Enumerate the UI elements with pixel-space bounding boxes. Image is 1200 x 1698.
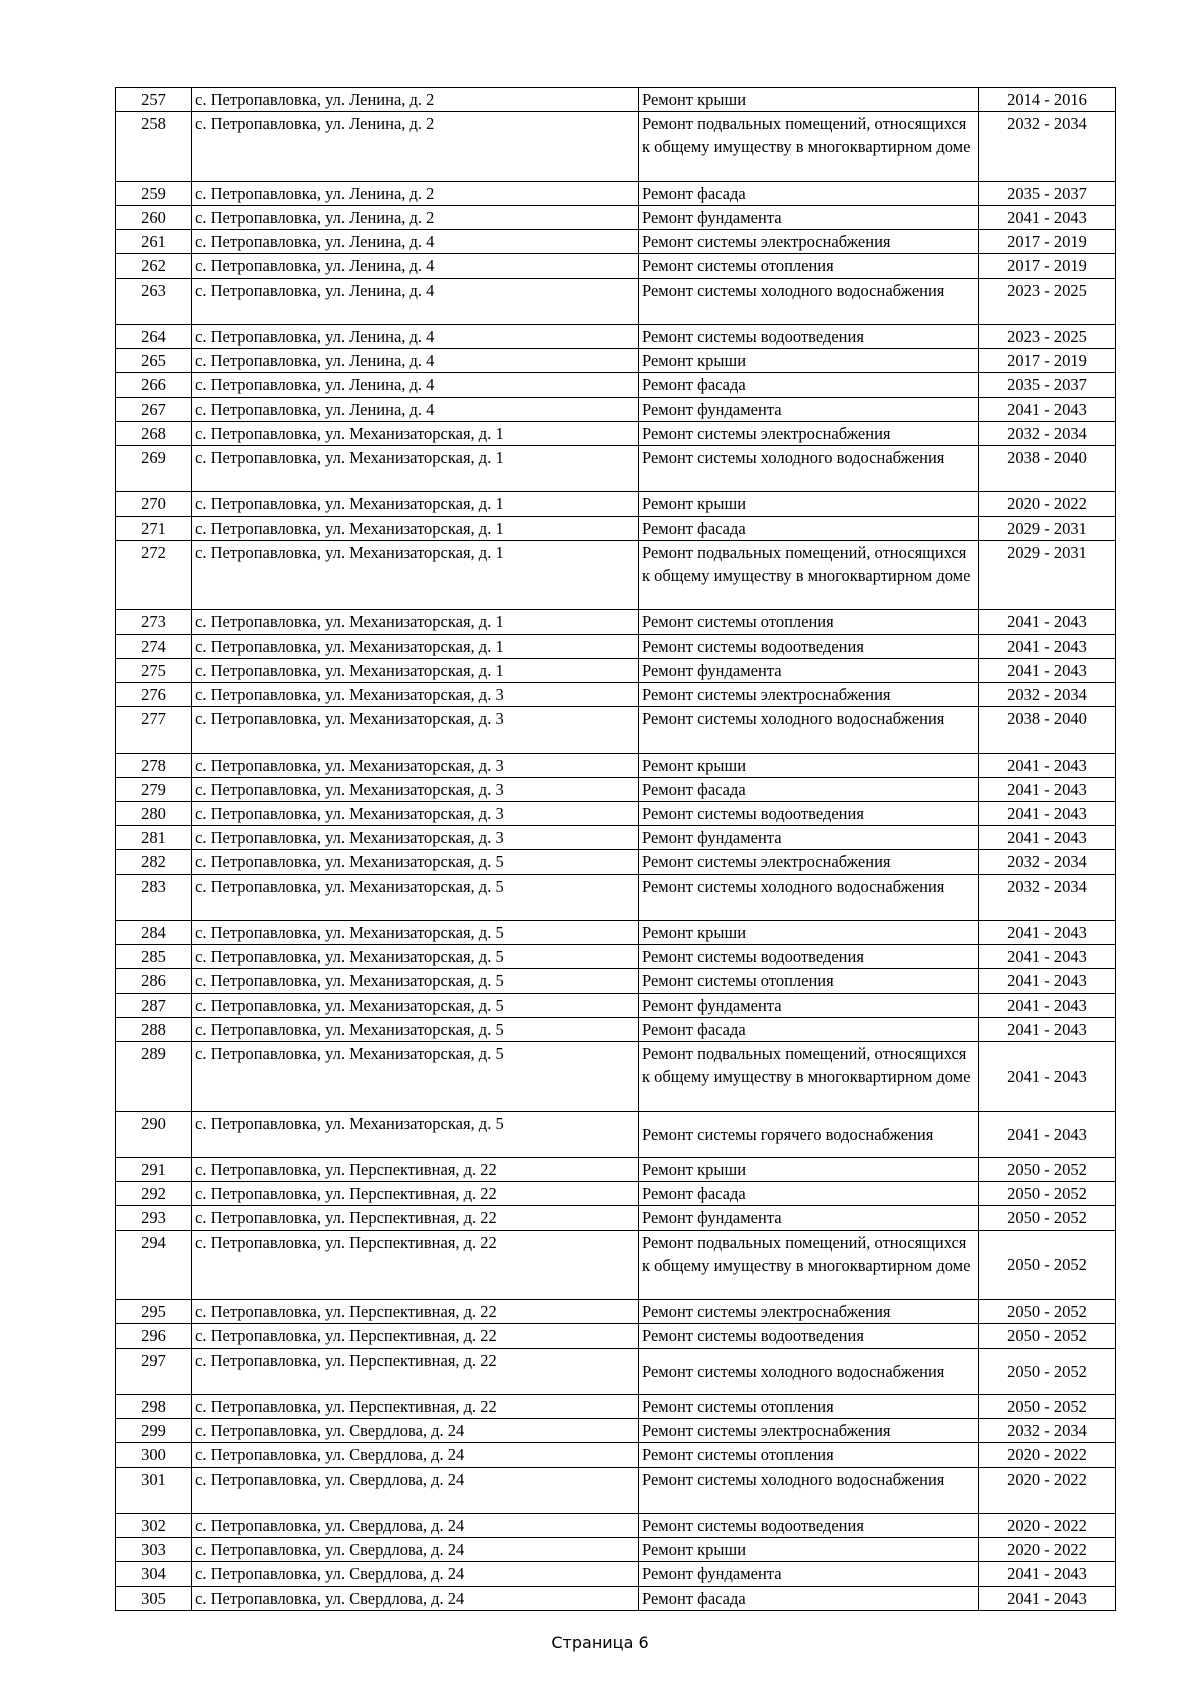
work-type-cell: Ремонт системы холодного водоснабжения	[639, 446, 979, 492]
row-number: 294	[116, 1230, 192, 1300]
work-type-cell: Ремонт крыши	[639, 88, 979, 112]
work-type-cell: Ремонт крыши	[639, 349, 979, 373]
work-type-cell: Ремонт системы электроснабжения	[639, 230, 979, 254]
row-number: 282	[116, 850, 192, 874]
table-row	[116, 349, 1116, 373]
period-cell: 2041 - 2043	[979, 777, 1116, 801]
address-cell: с. Петропавловка, ул. Механизаторская, д. 1	[192, 634, 639, 658]
table-row	[116, 1419, 1116, 1443]
address-cell: с. Петропавловка, ул. Ленина, д. 2	[192, 112, 639, 182]
row-number: 257	[116, 88, 192, 112]
work-type-cell: Ремонт системы отопления	[639, 254, 979, 278]
period-cell: 2050 - 2052	[979, 1206, 1116, 1230]
table-row	[116, 516, 1116, 540]
repair-schedule-table	[115, 87, 1116, 1611]
row-number: 304	[116, 1562, 192, 1586]
period-cell: 2050 - 2052	[979, 1348, 1116, 1394]
row-number: 293	[116, 1206, 192, 1230]
row-number: 298	[116, 1395, 192, 1419]
address-cell: с. Петропавловка, ул. Механизаторская, д. 1	[192, 658, 639, 682]
address-cell: с. Петропавловка, ул. Механизаторская, д. 3	[192, 753, 639, 777]
work-type-cell: Ремонт системы холодного водоснабжения	[639, 707, 979, 753]
address-cell: с. Петропавловка, ул. Механизаторская, д. 3	[192, 707, 639, 753]
address-cell: с. Петропавловка, ул. Механизаторская, д. 5	[192, 874, 639, 920]
row-number: 276	[116, 683, 192, 707]
address-cell: с. Петропавловка, ул. Свердлова, д. 24	[192, 1467, 639, 1513]
table-row	[116, 753, 1116, 777]
table-row	[116, 1324, 1116, 1348]
work-type-cell: Ремонт системы отопления	[639, 1443, 979, 1467]
table-row	[116, 945, 1116, 969]
period-cell: 2017 - 2019	[979, 254, 1116, 278]
period-cell: 2050 - 2052	[979, 1395, 1116, 1419]
period-cell: 2041 - 2043	[979, 206, 1116, 230]
table-row	[116, 826, 1116, 850]
address-cell: с. Петропавловка, ул. Механизаторская, д. 5	[192, 969, 639, 993]
period-cell: 2041 - 2043	[979, 921, 1116, 945]
row-number: 283	[116, 874, 192, 920]
row-number: 261	[116, 230, 192, 254]
address-cell: с. Петропавловка, ул. Механизаторская, д. 1	[192, 516, 639, 540]
table-row	[116, 1443, 1116, 1467]
work-type-cell: Ремонт фундамента	[639, 993, 979, 1017]
address-cell: с. Петропавловка, ул. Механизаторская, д. 5	[192, 1017, 639, 1041]
period-cell: 2041 - 2043	[979, 610, 1116, 634]
table-row	[116, 1182, 1116, 1206]
table-row	[116, 683, 1116, 707]
table-row	[116, 993, 1116, 1017]
address-cell: с. Петропавловка, ул. Свердлова, д. 24	[192, 1562, 639, 1586]
address-cell: с. Петропавловка, ул. Перспективная, д. 22	[192, 1206, 639, 1230]
work-type-cell: Ремонт фундамента	[639, 397, 979, 421]
address-cell: с. Петропавловка, ул. Свердлова, д. 24	[192, 1538, 639, 1562]
address-cell: с. Петропавловка, ул. Ленина, д. 4	[192, 373, 639, 397]
row-number: 284	[116, 921, 192, 945]
row-number: 260	[116, 206, 192, 230]
address-cell: с. Петропавловка, ул. Ленина, д. 2	[192, 88, 639, 112]
address-cell: с. Петропавловка, ул. Перспективная, д. 22	[192, 1230, 639, 1300]
table-row	[116, 1206, 1116, 1230]
table-row	[116, 181, 1116, 205]
row-number: 285	[116, 945, 192, 969]
row-number: 264	[116, 325, 192, 349]
table-row	[116, 1158, 1116, 1182]
period-cell: 2029 - 2031	[979, 516, 1116, 540]
work-type-cell: Ремонт системы холодного водоснабжения	[639, 874, 979, 920]
work-type-cell: Ремонт фасада	[639, 1586, 979, 1610]
period-cell: 2032 - 2034	[979, 112, 1116, 182]
row-number: 279	[116, 777, 192, 801]
row-number: 272	[116, 540, 192, 610]
row-number: 268	[116, 421, 192, 445]
work-type-cell: Ремонт системы электроснабжения	[639, 421, 979, 445]
period-cell: 2032 - 2034	[979, 1419, 1116, 1443]
period-cell: 2038 - 2040	[979, 446, 1116, 492]
table-row	[116, 634, 1116, 658]
work-type-cell: Ремонт подвальных помещений, относящихся к общему имуществу в многоквартирном доме	[639, 1230, 979, 1300]
address-cell: с. Петропавловка, ул. Механизаторская, д. 5	[192, 1042, 639, 1112]
work-type-cell: Ремонт системы водоотведения	[639, 1324, 979, 1348]
work-type-cell: Ремонт фундамента	[639, 1562, 979, 1586]
work-type-cell: Ремонт фасада	[639, 1182, 979, 1206]
row-number: 270	[116, 492, 192, 516]
work-type-cell: Ремонт фасада	[639, 777, 979, 801]
table-row	[116, 1538, 1116, 1562]
row-number: 286	[116, 969, 192, 993]
period-cell: 2041 - 2043	[979, 945, 1116, 969]
work-type-cell: Ремонт системы водоотведения	[639, 634, 979, 658]
period-cell: 2041 - 2043	[979, 753, 1116, 777]
work-type-cell: Ремонт системы водоотведения	[639, 325, 979, 349]
work-type-cell: Ремонт фасада	[639, 181, 979, 205]
work-type-cell: Ремонт фундамента	[639, 206, 979, 230]
row-number: 267	[116, 397, 192, 421]
period-cell: 2050 - 2052	[979, 1230, 1116, 1300]
address-cell: с. Петропавловка, ул. Перспективная, д. 22	[192, 1324, 639, 1348]
row-number: 287	[116, 993, 192, 1017]
table-row	[116, 1348, 1116, 1394]
row-number: 305	[116, 1586, 192, 1610]
work-type-cell: Ремонт крыши	[639, 492, 979, 516]
address-cell: с. Петропавловка, ул. Свердлова, д. 24	[192, 1443, 639, 1467]
work-type-cell: Ремонт крыши	[639, 1538, 979, 1562]
row-number: 281	[116, 826, 192, 850]
row-number: 300	[116, 1443, 192, 1467]
period-cell: 2020 - 2022	[979, 1443, 1116, 1467]
row-number: 277	[116, 707, 192, 753]
period-cell: 2041 - 2043	[979, 802, 1116, 826]
work-type-cell: Ремонт крыши	[639, 1158, 979, 1182]
address-cell: с. Петропавловка, ул. Механизаторская, д. 5	[192, 921, 639, 945]
work-type-cell: Ремонт системы холодного водоснабжения	[639, 278, 979, 324]
period-cell: 2020 - 2022	[979, 1467, 1116, 1513]
work-type-cell: Ремонт системы водоотведения	[639, 945, 979, 969]
address-cell: с. Петропавловка, ул. Свердлова, д. 24	[192, 1514, 639, 1538]
address-cell: с. Петропавловка, ул. Ленина, д. 4	[192, 230, 639, 254]
table-row	[116, 1395, 1116, 1419]
table-row	[116, 446, 1116, 492]
period-cell: 2014 - 2016	[979, 88, 1116, 112]
row-number: 278	[116, 753, 192, 777]
address-cell: с. Петропавловка, ул. Ленина, д. 4	[192, 325, 639, 349]
table-row	[116, 1586, 1116, 1610]
address-cell: с. Петропавловка, ул. Механизаторская, д. 3	[192, 802, 639, 826]
work-type-cell: Ремонт подвальных помещений, относящихся к общему имуществу в многоквартирном доме	[639, 540, 979, 610]
table-row	[116, 874, 1116, 920]
table-row	[116, 1300, 1116, 1324]
row-number: 258	[116, 112, 192, 182]
address-cell: с. Петропавловка, ул. Перспективная, д. 22	[192, 1395, 639, 1419]
table-row	[116, 610, 1116, 634]
table-row	[116, 1467, 1116, 1513]
address-cell: с. Петропавловка, ул. Перспективная, д. 22	[192, 1348, 639, 1394]
row-number: 269	[116, 446, 192, 492]
period-cell: 2041 - 2043	[979, 993, 1116, 1017]
work-type-cell: Ремонт фундамента	[639, 1206, 979, 1230]
row-number: 295	[116, 1300, 192, 1324]
period-cell: 2050 - 2052	[979, 1158, 1116, 1182]
table-row	[116, 492, 1116, 516]
period-cell: 2038 - 2040	[979, 707, 1116, 753]
address-cell: с. Петропавловка, ул. Механизаторская, д. 1	[192, 540, 639, 610]
period-cell: 2041 - 2043	[979, 1017, 1116, 1041]
address-cell: с. Петропавловка, ул. Ленина, д. 4	[192, 397, 639, 421]
address-cell: с. Петропавловка, ул. Свердлова, д. 24	[192, 1419, 639, 1443]
work-type-cell: Ремонт подвальных помещений, относящихся к общему имуществу в многоквартирном доме	[639, 1042, 979, 1112]
row-number: 292	[116, 1182, 192, 1206]
address-cell: с. Петропавловка, ул. Механизаторская, д. 5	[192, 850, 639, 874]
period-cell: 2041 - 2043	[979, 1586, 1116, 1610]
table-row	[116, 777, 1116, 801]
period-cell: 2050 - 2052	[979, 1182, 1116, 1206]
address-cell: с. Петропавловка, ул. Механизаторская, д. 3	[192, 777, 639, 801]
period-cell: 2041 - 2043	[979, 1111, 1116, 1157]
address-cell: с. Петропавловка, ул. Механизаторская, д. 3	[192, 826, 639, 850]
table-row	[116, 969, 1116, 993]
row-number: 290	[116, 1111, 192, 1157]
work-type-cell: Ремонт системы холодного водоснабжения	[639, 1467, 979, 1513]
address-cell: с. Петропавловка, ул. Механизаторская, д. 5	[192, 1111, 639, 1157]
period-cell: 2032 - 2034	[979, 683, 1116, 707]
table-row	[116, 421, 1116, 445]
table-row	[116, 540, 1116, 610]
period-cell: 2020 - 2022	[979, 1538, 1116, 1562]
work-type-cell: Ремонт фундамента	[639, 826, 979, 850]
address-cell: с. Петропавловка, ул. Ленина, д. 4	[192, 254, 639, 278]
address-cell: с. Петропавловка, ул. Свердлова, д. 24	[192, 1586, 639, 1610]
address-cell: с. Петропавловка, ул. Ленина, д. 4	[192, 349, 639, 373]
work-type-cell: Ремонт системы отопления	[639, 969, 979, 993]
period-cell: 2020 - 2022	[979, 1514, 1116, 1538]
address-cell: с. Петропавловка, ул. Перспективная, д. 22	[192, 1300, 639, 1324]
address-cell: с. Петропавловка, ул. Механизаторская, д. 1	[192, 421, 639, 445]
work-type-cell: Ремонт системы электроснабжения	[639, 683, 979, 707]
period-cell: 2050 - 2052	[979, 1300, 1116, 1324]
row-number: 273	[116, 610, 192, 634]
address-cell: с. Петропавловка, ул. Ленина, д. 2	[192, 206, 639, 230]
work-type-cell: Ремонт системы водоотведения	[639, 1514, 979, 1538]
table-row	[116, 802, 1116, 826]
table-row	[116, 1230, 1116, 1300]
row-number: 275	[116, 658, 192, 682]
table-row	[116, 112, 1116, 182]
table-row	[116, 230, 1116, 254]
address-cell: с. Петропавловка, ул. Ленина, д. 4	[192, 278, 639, 324]
address-cell: с. Петропавловка, ул. Механизаторская, д. 3	[192, 683, 639, 707]
table-row	[116, 921, 1116, 945]
period-cell: 2041 - 2043	[979, 826, 1116, 850]
address-cell: с. Петропавловка, ул. Перспективная, д. 22	[192, 1182, 639, 1206]
period-cell: 2050 - 2052	[979, 1324, 1116, 1348]
work-type-cell: Ремонт системы отопления	[639, 1395, 979, 1419]
table-row	[116, 397, 1116, 421]
table-row	[116, 1042, 1116, 1112]
work-type-cell: Ремонт системы электроснабжения	[639, 1419, 979, 1443]
period-cell: 2032 - 2034	[979, 421, 1116, 445]
row-number: 291	[116, 1158, 192, 1182]
period-cell: 2041 - 2043	[979, 969, 1116, 993]
address-cell: с. Петропавловка, ул. Механизаторская, д. 5	[192, 993, 639, 1017]
table-row	[116, 1111, 1116, 1157]
period-cell: 2041 - 2043	[979, 397, 1116, 421]
address-cell: с. Петропавловка, ул. Перспективная, д. 22	[192, 1158, 639, 1182]
period-cell: 2035 - 2037	[979, 181, 1116, 205]
period-cell: 2041 - 2043	[979, 1042, 1116, 1112]
period-cell: 2032 - 2034	[979, 874, 1116, 920]
row-number: 262	[116, 254, 192, 278]
address-cell: с. Петропавловка, ул. Ленина, д. 2	[192, 181, 639, 205]
address-cell: с. Петропавловка, ул. Механизаторская, д. 1	[192, 446, 639, 492]
table-row	[116, 707, 1116, 753]
period-cell: 2023 - 2025	[979, 278, 1116, 324]
work-type-cell: Ремонт фасада	[639, 373, 979, 397]
row-number: 259	[116, 181, 192, 205]
row-number: 263	[116, 278, 192, 324]
period-cell: 2029 - 2031	[979, 540, 1116, 610]
period-cell: 2041 - 2043	[979, 1562, 1116, 1586]
table-row	[116, 373, 1116, 397]
work-type-cell: Ремонт системы горячего водоснабжения	[639, 1111, 979, 1157]
row-number: 297	[116, 1348, 192, 1394]
work-type-cell: Ремонт системы водоотведения	[639, 802, 979, 826]
address-cell: с. Петропавловка, ул. Механизаторская, д. 5	[192, 945, 639, 969]
table-row	[116, 254, 1116, 278]
period-cell: 2017 - 2019	[979, 349, 1116, 373]
work-type-cell: Ремонт крыши	[639, 921, 979, 945]
row-number: 271	[116, 516, 192, 540]
period-cell: 2041 - 2043	[979, 658, 1116, 682]
row-number: 288	[116, 1017, 192, 1041]
row-number: 303	[116, 1538, 192, 1562]
row-number: 265	[116, 349, 192, 373]
row-number: 302	[116, 1514, 192, 1538]
table-row	[116, 325, 1116, 349]
page-number: Страница 6	[551, 1633, 649, 1652]
work-type-cell: Ремонт крыши	[639, 753, 979, 777]
table-row	[116, 88, 1116, 112]
table-row	[116, 658, 1116, 682]
row-number: 289	[116, 1042, 192, 1112]
period-cell: 2041 - 2043	[979, 634, 1116, 658]
period-cell: 2020 - 2022	[979, 492, 1116, 516]
row-number: 296	[116, 1324, 192, 1348]
row-number: 301	[116, 1467, 192, 1513]
work-type-cell: Ремонт системы электроснабжения	[639, 1300, 979, 1324]
row-number: 280	[116, 802, 192, 826]
table-body	[116, 88, 1116, 1611]
table-row	[116, 278, 1116, 324]
table-row	[116, 1514, 1116, 1538]
work-type-cell: Ремонт фасада	[639, 516, 979, 540]
work-type-cell: Ремонт системы холодного водоснабжения	[639, 1348, 979, 1394]
work-type-cell: Ремонт подвальных помещений, относящихся к общему имуществу в многоквартирном доме	[639, 112, 979, 182]
table-row	[116, 206, 1116, 230]
address-cell: с. Петропавловка, ул. Механизаторская, д. 1	[192, 492, 639, 516]
work-type-cell: Ремонт системы отопления	[639, 610, 979, 634]
table-row	[116, 850, 1116, 874]
row-number: 274	[116, 634, 192, 658]
work-type-cell: Ремонт системы электроснабжения	[639, 850, 979, 874]
period-cell: 2032 - 2034	[979, 850, 1116, 874]
row-number: 299	[116, 1419, 192, 1443]
table-row	[116, 1017, 1116, 1041]
work-type-cell: Ремонт фундамента	[639, 658, 979, 682]
row-number: 266	[116, 373, 192, 397]
period-cell: 2017 - 2019	[979, 230, 1116, 254]
work-type-cell: Ремонт фасада	[639, 1017, 979, 1041]
period-cell: 2023 - 2025	[979, 325, 1116, 349]
address-cell: с. Петропавловка, ул. Механизаторская, д. 1	[192, 610, 639, 634]
table-row	[116, 1562, 1116, 1586]
period-cell: 2035 - 2037	[979, 373, 1116, 397]
